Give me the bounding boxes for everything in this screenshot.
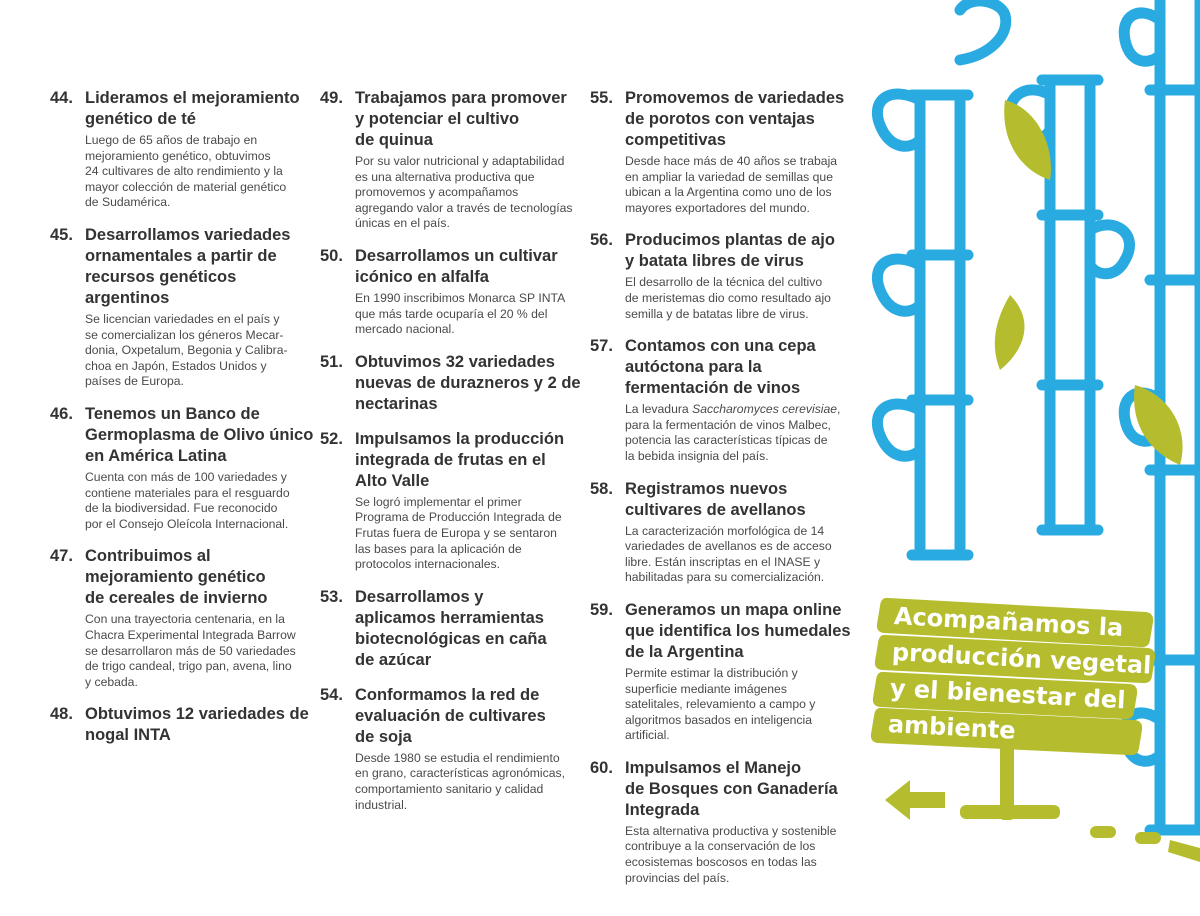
arrow-left-icon <box>885 780 945 820</box>
list-item-50 <box>320 246 588 338</box>
item-description <box>625 402 860 464</box>
list-item-54 <box>320 685 588 813</box>
banner-line: producción vegetal <box>891 638 1153 680</box>
item-description: Por su valor nutricional y adaptabilidad es una alternativa productiva que promovemos y acompañamos agregando valor a través de tecnologías únicas en el país. <box>355 154 573 231</box>
item-number: 48. <box>50 705 73 724</box>
item-description: El desarrollo de la técnica del cultivo de meristemas dio como resultado ajo semilla y de batatas libre de virus. <box>625 275 831 321</box>
item-title: Trabajamos para promover y potenciar el cultivo de quinua <box>355 89 567 149</box>
item-description: En 1990 inscribimos Monarca SP INTA que más tarde ocuparía el 20 % del mercado nacional. <box>355 290 566 337</box>
item-number: 55. <box>590 89 613 107</box>
item-description: Con una trayectoria centenaria, en la Chacra Experimental Integrada Barrow se desarrollaron más de 50 variedades de trigo candeal, trigo pan, avena, lino y cebada. <box>85 612 296 689</box>
list-item-58 <box>590 479 860 586</box>
item-title: Generamos un mapa online que identifica los humedales de la Argentina <box>625 600 851 661</box>
item-description: Cuenta con más de 100 variedades y contiene materiales para el resguardo de la biodiversidad. Fue reconocido por el Consejo Oleícola Internacional. <box>85 469 290 531</box>
item-title: Obtuvimos 32 variedades nuevas de durazneros y 2 de nectarinas <box>355 352 581 413</box>
item-description: Desde 1980 se estudia el rendimiento en grano, características agronómicas, comportamiento sanitario y calidad industrial. <box>355 750 565 812</box>
list-item-53 <box>320 587 588 671</box>
item-description: Se logró implementar el primer Programa de Producción Integrada de Frutas fuera de Europa y se sentaron las bases para la aplicación de protocolos internacionales. <box>355 494 562 572</box>
item-title: Desarrollamos un cultivar icónico en alfalfa <box>355 246 558 286</box>
list-item-49 <box>320 88 588 232</box>
item-description: Desde hace más de 40 años se trabaja en ampliar la variedad de semillas que ubican a la Argentina como uno de los mayores exportadores del mundo. <box>625 154 838 215</box>
list-item-45 <box>50 225 315 390</box>
item-number: 53. <box>320 587 343 606</box>
bamboo-illustration <box>850 0 1200 916</box>
list-item-60 <box>590 758 860 886</box>
item-description: Se licencian variedades en el país y se comercializan los géneros Mecar- donia, Oxpetalum, Begonia y Calibra- choa en Japón, Estados Unidos y países de Europa. <box>85 311 288 389</box>
item-number: 49. <box>320 89 343 107</box>
item-number: 45. <box>50 225 73 244</box>
item-number: 60. <box>590 758 613 777</box>
item-title: Tenemos un Banco de Germoplasma de Olivo único en América Latina <box>85 404 314 465</box>
banner <box>876 594 1176 764</box>
item-title: Obtuvimos 12 variedades de nogal INTA <box>85 705 309 745</box>
item-title: Producimos plantas de ajo y batata libres de virus <box>625 231 835 271</box>
leaf-icon <box>1004 100 1051 180</box>
item-title: Contamos con una cepa autóctona para la fermentación de vinos <box>625 337 816 398</box>
item-title: Promovemos de variedades de porotos con ventajas competitivas <box>625 89 845 149</box>
item-number: 44. <box>50 89 73 107</box>
list-item-46 <box>50 404 315 532</box>
column-2 <box>320 88 588 827</box>
banner-line: Acompañamos la <box>893 602 1124 642</box>
item-title: Impulsamos el Manejo de Bosques con Ganadería Integrada <box>625 758 838 819</box>
column-1 <box>50 88 315 760</box>
item-number: 50. <box>320 246 343 265</box>
item-number: 46. <box>50 404 73 423</box>
item-description: La caracterización morfológica de 14 variedades de avellanos es de acceso libre. Están inscriptas en el INASE y habilitadas para su comercialización. <box>625 523 832 585</box>
item-number: 57. <box>590 337 613 356</box>
item-title: Desarrollamos variedades ornamentales a partir de recursos genéticos argentinos <box>85 225 291 307</box>
item-number: 54. <box>320 685 343 704</box>
banner-line: y el bienestar del <box>889 674 1127 715</box>
list-item-48 <box>50 704 315 746</box>
list-item-56 <box>590 230 860 322</box>
list-item-44 <box>50 88 315 211</box>
banner-line: ambiente <box>887 710 1017 745</box>
item-number: 51. <box>320 352 343 371</box>
item-title: Impulsamos la producción integrada de frutas en el Alto Valle <box>355 429 565 490</box>
list-item-52 <box>320 429 588 573</box>
item-number: 52. <box>320 429 343 448</box>
item-number: 47. <box>50 547 73 566</box>
item-number: 59. <box>590 600 613 619</box>
list-item-47 <box>50 546 315 690</box>
description-text: , para la fermentación de vinos Malbec, potencia las características típicas de la bebida insignia del país. <box>625 402 841 463</box>
list-item-59 <box>590 600 860 744</box>
item-description: Luego de 65 años de trabajo en mejoramiento genético, obtuvimos 24 cultivares de alto rendimiento y la mayor colección de material genético de Sudamérica. <box>85 133 287 210</box>
list-item-55 <box>590 88 860 216</box>
list-item-57 <box>590 336 860 464</box>
list-item-51 <box>320 352 588 415</box>
item-title: Desarrollamos y aplicamos herramientas biotecnológicas en caña de azúcar <box>355 587 547 669</box>
item-number: 58. <box>590 479 613 498</box>
leaf-icon <box>995 295 1025 370</box>
item-title: Registramos nuevos cultivares de avellanos <box>625 479 806 519</box>
item-description: Esta alternativa productiva y sostenible contribuye a la conservación de los ecosistemas boscosos en todas las provincias del país. <box>625 823 837 885</box>
description-text: La levadura <box>625 402 693 417</box>
item-title: Lideramos el mejoramiento genético de té <box>85 89 300 128</box>
column-3 <box>590 88 860 900</box>
species-name: Saccharomyces cerevisiae <box>692 402 838 417</box>
item-title: Conformamos la red de evaluación de cultivares de soja <box>355 685 546 746</box>
item-description: Permite estimar la distribución y superficie mediante imágenes satelitales, relevamiento a campo y algoritmos basados en inteligencia artificial. <box>625 665 816 743</box>
item-title: Contribuimos al mejoramiento genético de cereales de invierno <box>85 547 268 608</box>
item-number: 56. <box>590 231 613 250</box>
